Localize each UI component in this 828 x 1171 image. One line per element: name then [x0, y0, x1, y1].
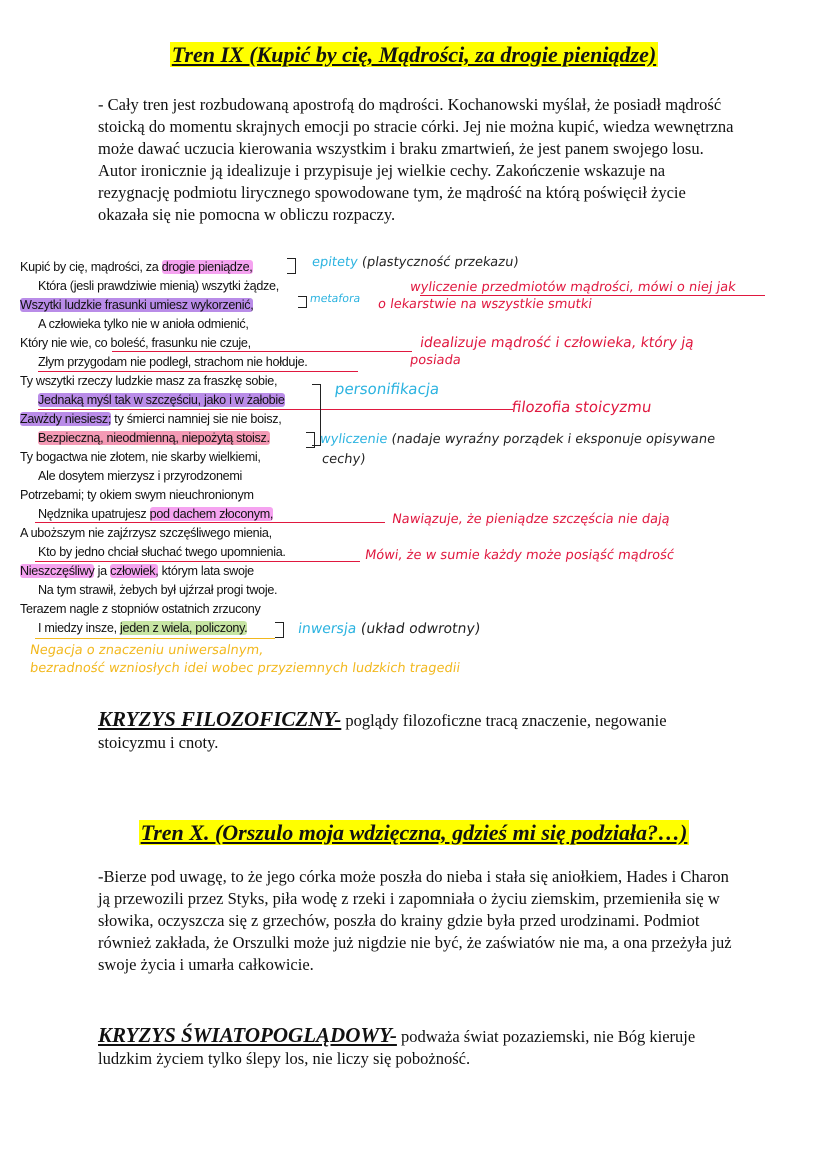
poem-line — [20, 486, 308, 505]
highlighted-phrase: Nieszczęśliwy — [20, 564, 95, 578]
poem-line — [20, 315, 308, 334]
poem-text: Złym przygodam nie podległ, strachom nie hołduje. — [38, 355, 308, 369]
note-metafora: metafora — [309, 292, 362, 305]
bracket-mark — [287, 258, 296, 274]
bracket-mark — [275, 622, 284, 638]
highlighted-phrase: Bezpieczną, nieodmienną, niepożytą stoisz. — [38, 431, 270, 445]
bracket-mark — [298, 296, 307, 308]
poem-line — [20, 543, 308, 562]
note-wyliczenie2-cechy: cechy) — [320, 452, 367, 467]
poem-line — [20, 524, 308, 543]
annotation-line — [35, 561, 360, 562]
poem-text: Kto by jedno chciał słuchać twego upomnienia. — [38, 545, 286, 559]
poem-line — [20, 467, 308, 486]
poem-line — [20, 391, 308, 410]
poem-text: Terazem nagle z stopniów ostatnich zrzucony — [20, 602, 261, 616]
note-inwersja: inwersja — [296, 621, 358, 637]
poem-line — [20, 296, 308, 315]
poem-text: Nędznika upatrujesz — [38, 507, 150, 521]
tren10-kryzys — [98, 1024, 738, 1070]
tren10-summary: -Bierze pod uwagę, to że jego córka może poszła do nieba i stała się aniołkiem, Hades i Charon ją przewozili przez Styks, piła wodę z rzeki i zapomniała o życiu ziemskim, przemieniła się w słowika, oczyszcza się z grzechów, poszła do krainy gdzie była przed urodzinami. Podmiot również zakłada, że Orszulki może już nigdzie nie być, że zaświatów nie ma, a ona przeżyła już swoje życia i umarła całkowicie. — [98, 867, 732, 974]
poem-line — [20, 619, 308, 638]
note-idealizuje-a: idealizuje mądrość i człowieka, który ją — [418, 335, 695, 351]
note-epitety-rest: (plastyczność przekazu) — [360, 255, 520, 270]
kryzys-heading: KRYZYS FILOZOFICZNY- — [98, 707, 342, 731]
note-pieniadze: Nawiązuje, że pieniądze szczęścia nie dają — [390, 512, 671, 527]
annotation-line — [420, 295, 765, 296]
tren9-kryzys — [98, 708, 738, 754]
poem-line — [20, 429, 308, 448]
annotation-line — [112, 351, 412, 352]
poem-text: ty śmierci namniej sie nie boisz, — [111, 412, 282, 426]
poem-line — [20, 353, 308, 372]
highlighted-phrase: Wszytki ludzkie frasunki umiesz wykorzenić, — [20, 298, 254, 312]
note-negacja-a: Negacja o znaczeniu uniwersalnym, — [28, 643, 265, 658]
note-wyliczenie2-rest: (nadaje wyraźny porządek i eksponuje opisywane — [390, 432, 717, 447]
annotation-line — [38, 371, 358, 372]
poem-line — [20, 562, 308, 581]
highlighted-phrase: człowiek, — [110, 564, 159, 578]
annotation-line — [35, 522, 385, 523]
poem-text: Który nie wie, co boleść, frasunku nie czuje, — [20, 336, 251, 350]
annotation-line — [38, 409, 513, 410]
kryzys-heading: KRYZYS ŚWIATOPOGLĄDOWY- — [98, 1023, 397, 1047]
highlighted-phrase: jeden z wiela, policzony. — [120, 621, 248, 635]
highlighted-phrase: pod dachem złoconym, — [149, 507, 274, 521]
tren9-poem — [20, 258, 308, 638]
poem-line — [20, 600, 308, 619]
tren9-title-text: Tren IX (Kupić by cię, Mądrości, za drogie pieniądze) — [171, 42, 657, 67]
poem-text: Kupić by cię, mądrości, za — [20, 260, 162, 274]
note-wyliczenie-a: wyliczenie przedmiotów mądrości, mówi o niej jak — [408, 280, 737, 295]
tren10-title — [0, 820, 828, 846]
poem-text: ja — [94, 564, 111, 578]
poem-text: Na tym strawił, żebych był ujźrzał progi twoje. — [38, 583, 278, 597]
note-inwersja-rest: (układ odwrotny) — [359, 621, 482, 637]
poem-text: I miedzy insze, — [38, 621, 120, 635]
tren10-title-text: Tren X. (Orszulo moja wdzięczna, gdzieś mi się podziała?…) — [140, 820, 688, 845]
note-wyliczenie-b: o lekarstwie na wszystkie smutki — [376, 297, 593, 312]
note-epitety: epitety — [310, 255, 359, 270]
poem-line — [20, 410, 308, 429]
poem-text: A uboższym nie zajźrzysz szczęśliwego mienia, — [20, 526, 272, 540]
note-wyliczenie2: wyliczenie — [318, 432, 389, 447]
highlighted-phrase: Jednaką myśl tak w szczęściu, jako i w żałobie — [38, 393, 285, 407]
note-negacja-b: bezradność wzniosłych idei wobec przyziemnych ludzkich tragedii — [28, 661, 461, 676]
poem-text: Ale dosytem mierzysz i przyrodzonemi — [38, 469, 243, 483]
note-stoicyzm: filozofia stoicyzmu — [510, 398, 653, 416]
poem-text: którym lata swoje — [158, 564, 254, 578]
note-kazdy: Mówi, że w sumie każdy może posiąść mądrość — [363, 548, 676, 563]
poem-text: Ty bogactwa nie złotem, nie skarby wielkiemi, — [20, 450, 261, 464]
poem-text: Potrzebami; ty okiem swym nieuchronionym — [20, 488, 254, 502]
poem-text: Która (jesli prawdziwie mienią) wszytki żądze, — [38, 279, 279, 293]
poem-line — [20, 448, 308, 467]
kryzys-text: podważa świat pozaziemski, nie Bóg kieruje ludzkim życiem tylko ślepy los, nie liczy się pobożność. — [98, 1027, 696, 1068]
kryzys-text: poglądy filozoficzne tracą znaczenie, negowanie stoicyzmu i cnoty. — [98, 711, 667, 752]
poem-text: A człowieka tylko nie w anioła odmienić, — [38, 317, 249, 331]
tren9-summary: - Cały tren jest rozbudowaną apostrofą do mądrości. Kochanowski myślał, że posiadł mądrość stoicką do momentu skrajnych emocji po stracie córki. Jej nie można kupić, wiedza wewnętrzna może dawać uczucia kierowania wszystkim i braku zmartwień, że jest panem swojego losu. Autor ironicznie ją idealizuje i przypisuje jej wielkie cechy. Zakończenie wskazuje na rezygnację podmiotu lirycznego spowodowane tym, że mądrość na którą poświęcił życie okazała się nie pomocna w obliczu rozpaczy. — [98, 95, 734, 224]
highlighted-phrase: Zawżdy niesiesz; — [20, 412, 112, 426]
poem-line — [20, 372, 308, 391]
poem-text: Ty wszytki rzeczy ludzkie masz za fraszkę sobie, — [20, 374, 278, 388]
note-idealizuje-b: posiada — [408, 353, 462, 368]
note-personifikacja: personifikacja — [333, 380, 441, 398]
annotation-line — [35, 638, 275, 639]
highlighted-phrase: drogie pieniądze, — [161, 260, 253, 274]
tren9-title — [0, 42, 828, 68]
bracket-mark — [306, 432, 315, 448]
poem-line — [20, 277, 308, 296]
poem-line — [20, 258, 308, 277]
poem-line — [20, 581, 308, 600]
